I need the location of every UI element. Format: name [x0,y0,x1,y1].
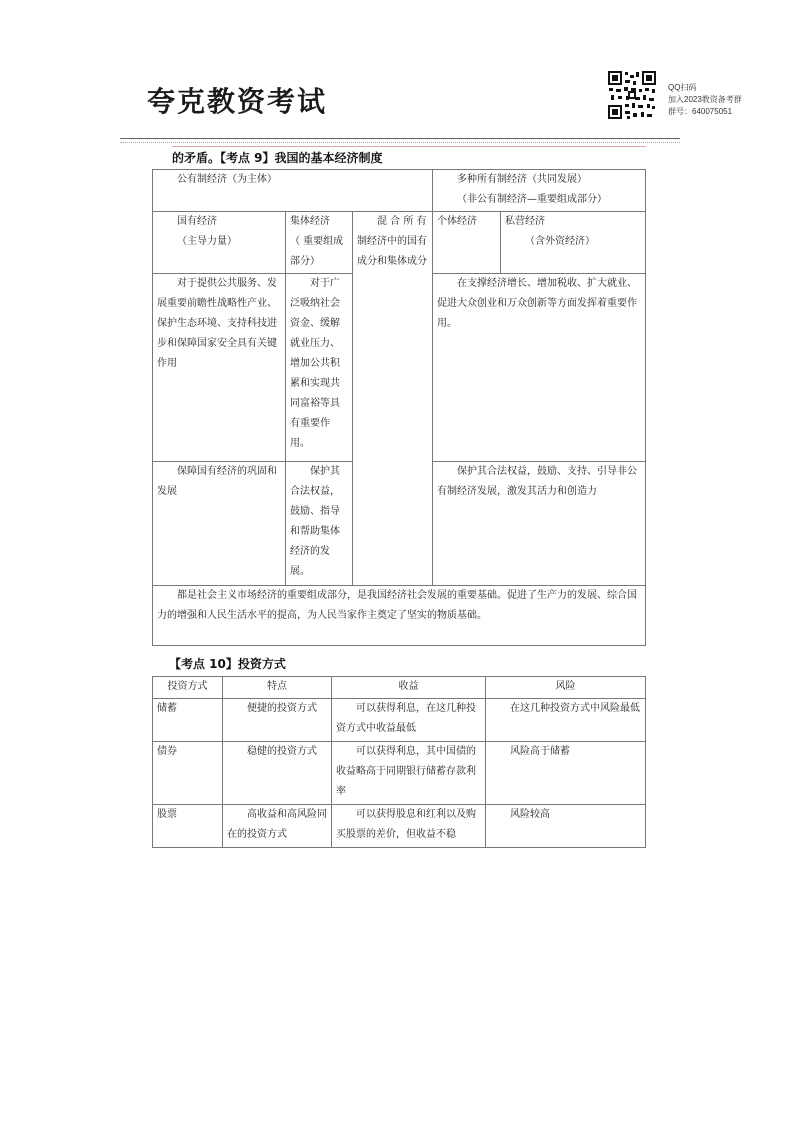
multi-economy-cell [433,170,646,212]
state-owned-cell [153,212,286,274]
state-owned-label: 国有经济 [177,216,217,227]
table-cell: 可以获得股息和红利以及购买股票的差价，但收益不稳 [332,805,486,848]
mixed-ownership-cell: 混 合 所 有 制经济中的国有成分和集体成分 [353,212,433,586]
qr-caption-line3: 群号：640075051 [668,107,733,116]
table-cell: 稳健的投资方式 [223,742,332,805]
nonpublic-policy-cell: 保护其合法权益，鼓励、支持、引导非公有制经济发展，激发其活力和创造力 [433,462,646,586]
section10-heading: 【考点 10】投资方式 [169,657,286,671]
investment-table-header [153,677,646,699]
economic-system-table [152,169,646,646]
collective-policy-cell: 保护其合法权益，鼓励、指导和帮助集体经济的发展。 [286,462,353,586]
public-economy-cell: 公有制经济（为主体） [153,170,433,212]
private-label: 私营经济 [505,216,545,227]
qr-caption-line1: QQ扫码 [668,83,697,92]
multi-economy-line2: （非公有制经济—重要组成部分） [457,194,607,205]
private-economy-cell [501,212,646,274]
table-cell: 风险高于储蓄 [486,742,646,805]
multi-economy-line1: 多种所有制经济（共同发展） [457,174,587,185]
collective-sub: （ 重要组成部分） [290,236,344,267]
table-row [153,699,646,742]
brand-logo-text: 夸克教资考试 [147,85,328,118]
column-header: 收益 [332,677,486,699]
collective-role-cell: 对于广泛吸纳社会资金、缓解就业压力、增加公共积累和实现共同富裕等具有重要作用。 [286,274,353,462]
state-owned-sub: （主导力量） [177,236,237,247]
header-divider [120,138,680,139]
nonpublic-role-cell: 在支撑经济增长、增加税收、扩大就业、促进大众创业和万众创新等方面发挥着重要作用。 [433,274,646,462]
column-header: 特点 [223,677,332,699]
state-policy-cell: 保障国有经济的巩固和发展 [153,462,286,586]
qr-caption [668,82,742,118]
collective-cell [286,212,353,274]
table-cell: 债券 [153,742,223,805]
collective-label: 集体经济 [290,216,330,227]
table-cell: 在这几种投资方式中风险最低 [486,699,646,742]
state-role-cell: 对于提供公共服务、发展重要前瞻性战略性产业、保护生态环境、支持科技进步和保障国家安全具有关键作用 [153,274,286,462]
table-cell: 可以获得利息，其中国债的收益略高于同期银行储蓄存款利率 [332,742,486,805]
column-header: 风险 [486,677,646,699]
summary-cell: 都是社会主义市场经济的重要组成部分，是我国经济社会发展的重要基础。促进了生产力的发展、综合国力的增强和人民生活水平的提高，为人民当家作主奠定了坚实的物质基础。 [153,586,646,646]
table-cell: 风险较高 [486,805,646,848]
column-header: 投资方式 [153,677,223,699]
table-row [153,742,646,805]
content-top-rule [172,146,646,147]
table-row [153,805,646,848]
table-cell: 股票 [153,805,223,848]
private-sub: （含外资经济） [525,236,595,247]
table-cell: 便捷的投资方式 [223,699,332,742]
header-dotted-divider [120,142,680,143]
table-cell: 高收益和高风险同在的投资方式 [223,805,332,848]
table-cell: 储蓄 [153,699,223,742]
table-cell: 可以获得利息，在这几种投资方式中收益最低 [332,699,486,742]
qr-code-icon [607,70,657,120]
section9-heading: 的矛盾。【考点 9】我国的基本经济制度 [172,151,383,165]
qr-caption-line2: 加入2023教资备考群 [668,95,742,104]
investment-table [152,676,646,848]
individual-economy-cell: 个体经济 [433,212,501,274]
